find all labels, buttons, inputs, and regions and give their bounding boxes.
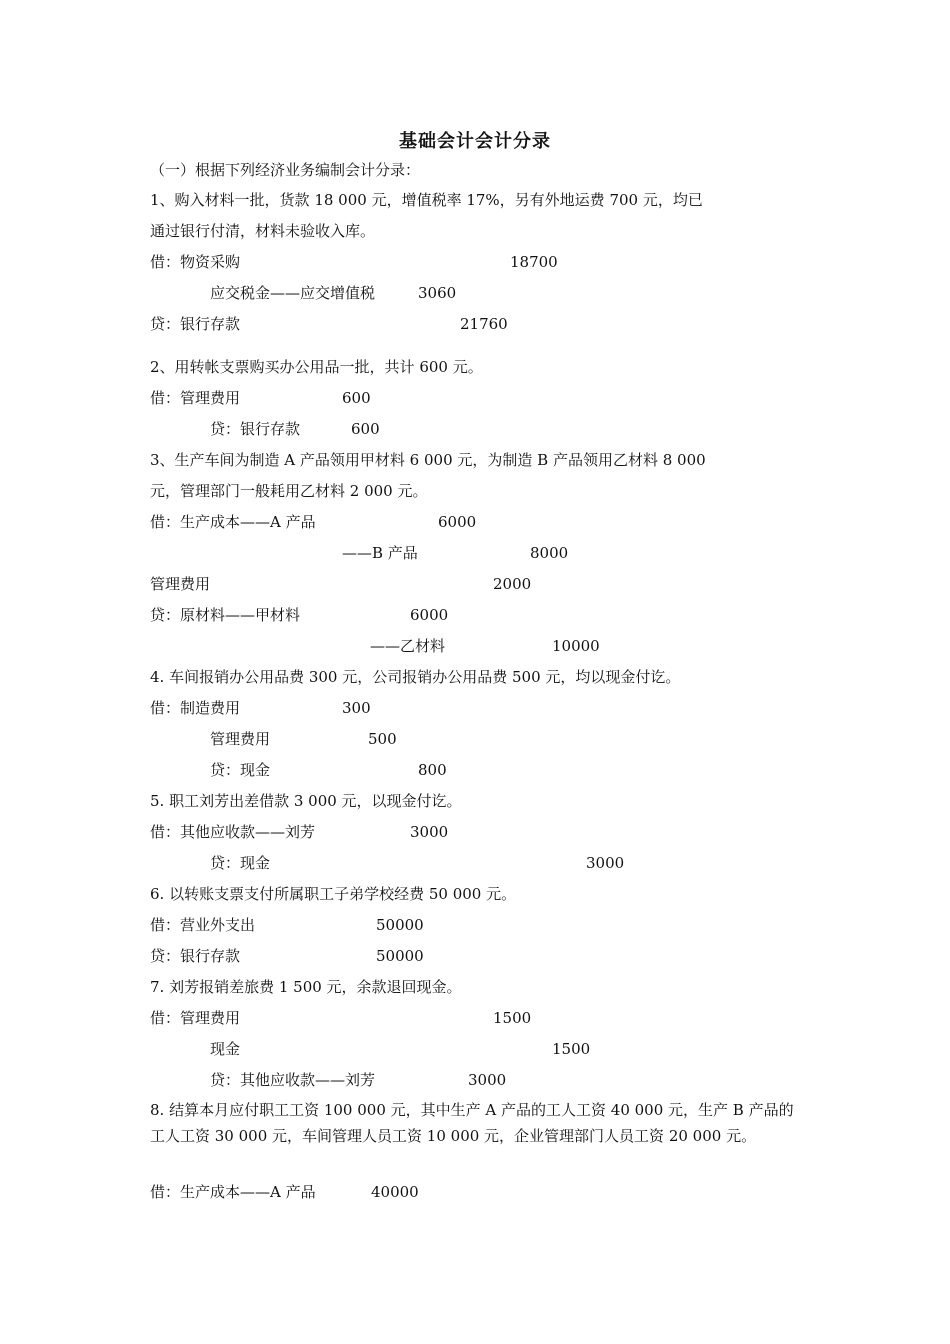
q5-text: 5. 职工刘芳出差借款 3 000 元，以现金付讫。 — [150, 792, 462, 810]
q4-debit2-label: 管理费用 — [210, 730, 271, 748]
q1-credit-amount: 21760 — [460, 315, 508, 333]
q6-credit-amount: 50000 — [376, 947, 424, 965]
q3-debit3-amount: 2000 — [493, 575, 532, 593]
q3-debit1-amount: 6000 — [438, 513, 477, 531]
q5-debit-amount: 3000 — [410, 823, 449, 841]
q7-credit-label: 贷：其他应收款——刘芳 — [210, 1071, 376, 1089]
q1-debit2-amount: 3060 — [418, 284, 457, 302]
q6-text: 6. 以转账支票支付所属职工子弟学校经费 50 000 元。 — [150, 885, 517, 903]
q3-credit2-label: ——乙材料 — [370, 637, 446, 655]
document-title: 基础会计会计分录 — [399, 131, 551, 152]
q1-credit-label: 贷：银行存款 — [150, 315, 241, 333]
q4-credit-amount: 800 — [418, 761, 447, 779]
q8-text: 8. 结算本月应付职工工资 100 000 元，其中生产 A 产品的工人工资 40 000 元，生产 B 产品的工人工资 30 000 元，车间管理人员工资 10 000 元，企业管理部门人员工资 20 000 元。 — [150, 1101, 794, 1145]
q1-debit-label: 借：物资采购 — [150, 253, 241, 271]
q2-text: 2、用转帐支票购买办公用品一批，共计 600 元。 — [150, 358, 483, 376]
q2-credit-label: 贷：银行存款 — [210, 420, 301, 438]
q3-debit2-amount: 8000 — [530, 544, 569, 562]
q1-debit2-label: 应交税金——应交增值税 — [210, 284, 376, 302]
q5-credit-amount: 3000 — [586, 854, 625, 872]
q3-credit1-label: 贷：原材料——甲材料 — [150, 606, 301, 624]
q7-debit2-amount: 1500 — [552, 1040, 591, 1058]
q4-debit1-amount: 300 — [342, 699, 371, 717]
q7-debit1-label: 借：管理费用 — [150, 1009, 241, 1027]
q7-text: 7. 刘芳报销差旅费 1 500 元，余款退回现金。 — [150, 978, 462, 996]
q4-debit2-amount: 500 — [368, 730, 397, 748]
q1-debit-amount: 18700 — [510, 253, 558, 271]
q8-debit-label: 借：生产成本——A 产品 — [150, 1183, 316, 1201]
q3-debit1-label: 借：生产成本——A 产品 — [150, 513, 316, 531]
q3-credit2-amount: 10000 — [552, 637, 600, 655]
q8-debit-amount: 40000 — [371, 1183, 419, 1201]
q3-debit2-label: ——B 产品 — [342, 544, 418, 562]
q5-debit-label: 借：其他应收款——刘芳 — [150, 823, 316, 841]
q4-text: 4. 车间报销办公用品费 300 元，公司报销办公用品费 500 元，均以现金付讫。 — [150, 668, 681, 686]
q7-debit1-amount: 1500 — [493, 1009, 532, 1027]
section-intro: （一）根据下列经济业务编制会计分录： — [150, 161, 421, 179]
q5-credit-label: 贷：现金 — [210, 854, 271, 872]
q3-debit3-label: 管理费用 — [150, 575, 211, 593]
q6-debit-amount: 50000 — [376, 916, 424, 934]
q6-debit-label: 借：营业外支出 — [150, 916, 256, 934]
q6-credit-label: 贷：银行存款 — [150, 947, 241, 965]
q2-debit-amount: 600 — [342, 389, 371, 407]
q4-debit1-label: 借：制造费用 — [150, 699, 241, 717]
q3-credit1-amount: 6000 — [410, 606, 449, 624]
q1-text-1: 1、购入材料一批，货款 18 000 元，增值税率 17%，另有外地运费 700 元，均已 — [150, 191, 703, 209]
q7-debit2-label: 现金 — [210, 1040, 241, 1058]
q7-credit-amount: 3000 — [468, 1071, 507, 1089]
q3-text-2: 元，管理部门一般耗用乙材料 2 000 元。 — [150, 482, 428, 500]
q4-credit-label: 贷：现金 — [210, 761, 271, 779]
q3-text-1: 3、生产车间为制造 A 产品领用甲材料 6 000 元，为制造 B 产品领用乙材料 8 000 — [150, 451, 706, 469]
q2-debit-label: 借：管理费用 — [150, 389, 241, 407]
q2-credit-amount: 600 — [351, 420, 380, 438]
q1-text-2: 通过银行付清，材料未验收入库。 — [150, 222, 376, 240]
